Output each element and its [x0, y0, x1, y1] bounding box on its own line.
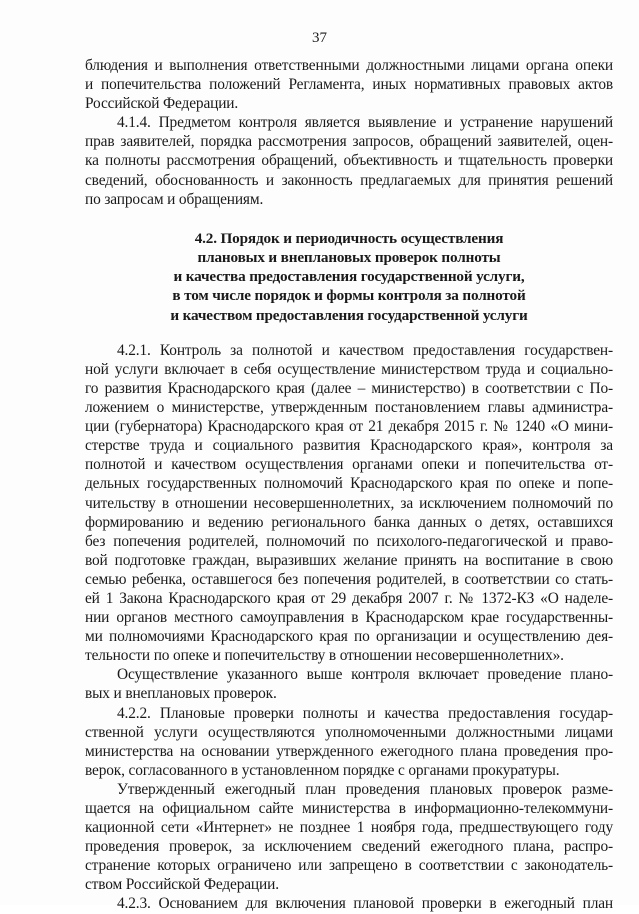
paragraph-4-2-2	[85, 704, 613, 780]
text-line: полнотой и качеством осуществления органами опеки и попечительства от-	[85, 456, 613, 474]
text-line: кационной сети «Интернет» не позднее 1 ноября года, предшествующего году	[85, 819, 613, 837]
text-line: и попечительства положений Регламента, иных нормативных правовых актов	[85, 76, 613, 94]
text-line: ка полноты рассмотрения обращений, объективность и тщательность проверки	[85, 152, 613, 170]
paragraph-4-2-3	[85, 894, 613, 913]
text-line: ложением о министерстве, утвержденным постановлением главы администра-	[85, 399, 613, 417]
text-line: ственной услуги осуществляются уполномоченными должностными лицами	[85, 723, 613, 741]
text-line: без попечения родителей, полномочий по психолого-педагогической и право-	[85, 532, 613, 550]
text-line: министерства на основании утвержденного ежегодного плана проведения про-	[85, 742, 613, 760]
text-line: верок, согласованного в установленном порядке с органами прокуратуры.	[85, 761, 560, 779]
text-line: нии органов местного самоуправления в Краснодарском крае государственны-	[85, 609, 613, 627]
text-line: дельных государственных полномочий Краснодарского края по опеке и попе-	[85, 475, 613, 493]
text-line: го развития Краснодарского края (далее – министерство) в соответствии с По-	[85, 379, 613, 397]
text-line: ством Российской Федерации.	[85, 876, 279, 894]
heading-line: 4.2. Порядок и периодичность осуществления	[194, 229, 504, 247]
paragraph-4-2-1	[85, 341, 613, 666]
text-line: 4.2.2. Плановые проверки полноты и качества предоставления государ-	[117, 704, 613, 722]
paragraph-annual-plan	[85, 780, 613, 895]
text-line: блюдения и выполнения ответственными должностными лицами органа опеки	[85, 57, 613, 74]
text-line: по запросам и обращениям.	[85, 190, 264, 208]
page-number: 37	[312, 30, 327, 46]
text-line: ции (губернатора) Краснодарского края от 21 декабря 2015 г. № 1240 «О мини-	[85, 418, 613, 436]
text-line: чительству в отношении несовершеннолетних, за исключением полномочий по	[85, 494, 613, 512]
paragraph-continuation	[85, 56, 613, 113]
text-line: странение которых ограничено или запрещено в соответствии с законодатель-	[85, 857, 613, 875]
text-line: формированию и ведению регионального банка данных о детях, оставшихся	[85, 513, 613, 531]
text-line: ми полномочиями Краснодарского края по организации и осуществлению дея-	[85, 628, 613, 646]
text-line: Утвержденный ежегодный план проведения плановых проверок разме-	[117, 780, 613, 798]
paragraph-control-scope	[85, 665, 613, 703]
text-line: 4.1.4. Предметом контроля является выявление и устранение нарушений	[117, 114, 613, 132]
heading-line: и качества предоставления государственной услуги,	[173, 268, 525, 286]
heading-line: в том числе порядок и формы контроля за полнотой	[172, 287, 526, 305]
text-line: Осуществление указанного выше контроля включает проведение плано-	[117, 666, 613, 684]
text-line: ной услуги включает в себя осуществление министерством труда и социально-	[85, 360, 613, 378]
paragraph-4-1-4	[85, 113, 613, 208]
text-line: вых и внеплановых проверок.	[85, 685, 277, 703]
page-body	[85, 56, 613, 914]
text-line: ей 1 Закона Краснодарского края от 29 декабря 2007 г. № 1372-КЗ «О наделе-	[85, 589, 613, 607]
heading-line: и качеством предоставления государственной услуги	[170, 306, 528, 324]
text-line: щается на официальном сайте министерства в информационно-телекоммуни-	[85, 800, 613, 818]
text-line: сведений, обоснованность и законность предлагаемых для принятия решений	[85, 171, 613, 189]
text-line: прав заявителей, порядка рассмотрения запросов, обращений заявителей, оцен-	[85, 133, 613, 151]
text-line: тельности по опеке и попечительству в отношении несовершеннолетних».	[85, 647, 564, 665]
text-line: 4.2.3. Основанием для включения плановой проверки в ежегодный план	[117, 895, 613, 913]
text-line: семью ребенка, оставшегося без попечения родителей, в соответствии со стать-	[85, 570, 613, 588]
text-line: Российской Федерации.	[85, 95, 239, 113]
text-line: стерстве труда и социального развития Краснодарского края», контроля за	[85, 437, 613, 455]
heading-line: плановых и внеплановых проверок полноты	[197, 248, 501, 266]
text-line: 4.2.1. Контроль за полнотой и качеством предоставления государствен-	[117, 341, 613, 359]
text-line: вой подготовке граждан, выразивших желание принять на воспитание в свою	[85, 551, 613, 569]
text-line: проведения проверок, за исключением сведений ежегодного плана, распро-	[85, 838, 613, 856]
section-heading-4-2	[85, 229, 613, 325]
